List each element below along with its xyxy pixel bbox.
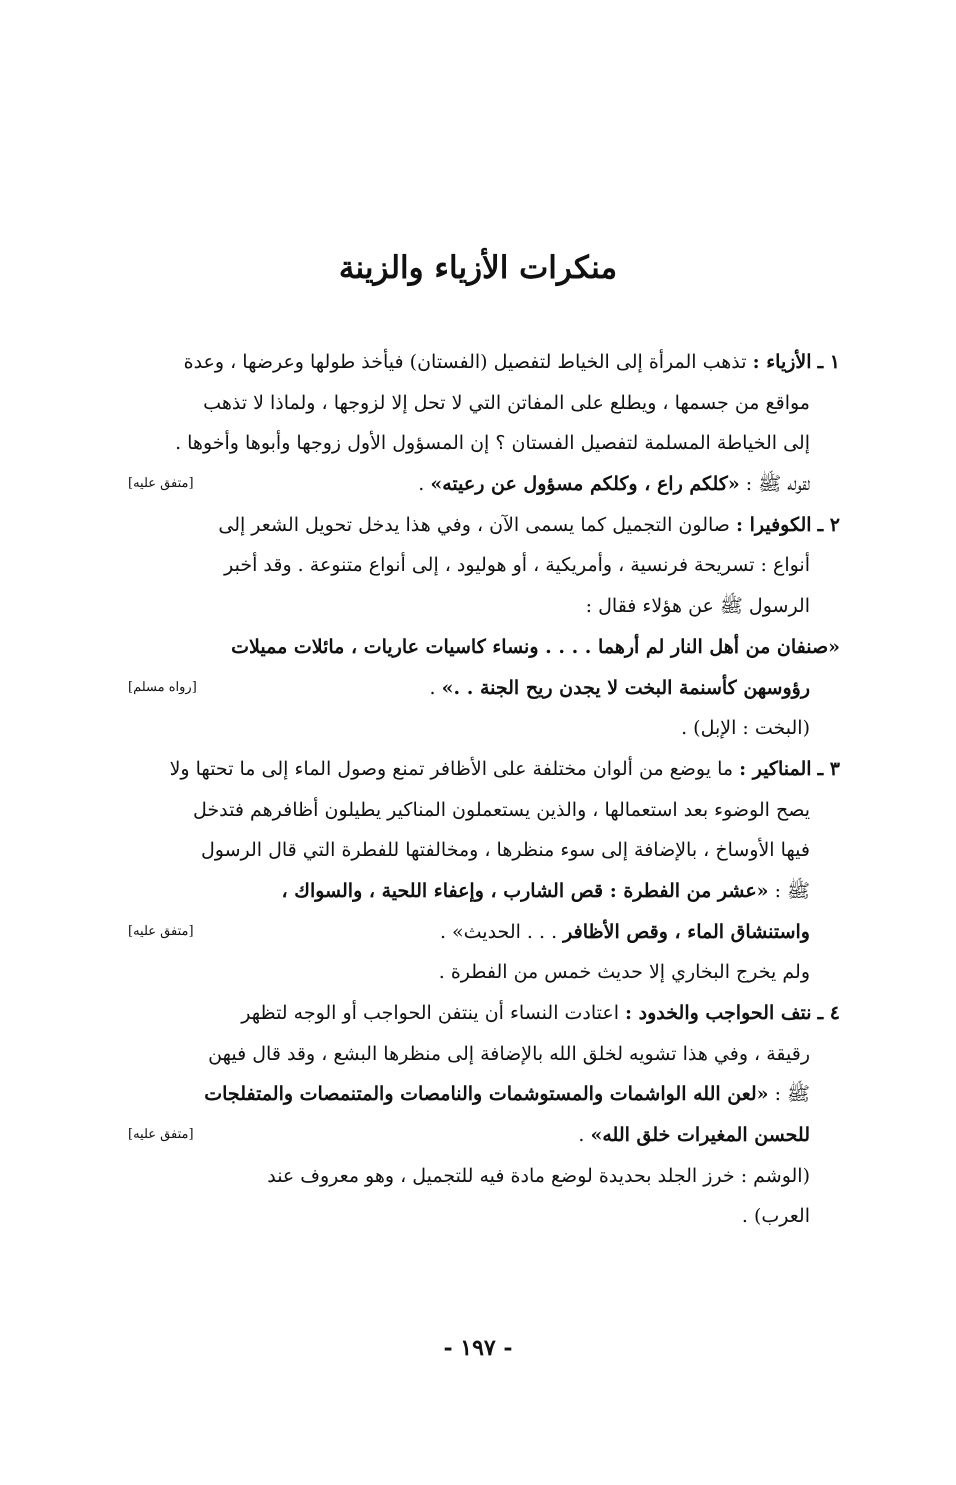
item-text: ما يوضع من ألوان مختلفة على الأظافر تمنع وصول الماء إلى ما تحتها ولا — [169, 757, 740, 780]
page-title: منكرات الأزياء والزينة — [338, 250, 618, 286]
item-2-note: (البخت : الإبل) . — [681, 717, 810, 740]
item-4-hadith-line-1 — [128, 1074, 840, 1115]
item-4-hadith-line-2 — [128, 1115, 840, 1156]
quote-end: . — [418, 473, 431, 496]
hadith-text: للحسن المغيرات خلق الله» — [590, 1124, 810, 1147]
hadith-text: «عشر من الفطرة : قص الشارب ، وإعفاء اللحية ، والسواك ، — [281, 879, 769, 902]
source-reference: [متفق عليه] — [128, 476, 194, 492]
item-3-line-3: فيها الأوساخ ، بالإضافة إلى سوء منظرها ، ومخالفتها للفطرة التي قال الرسول — [200, 839, 810, 862]
item-4-note-line-1: (الوشم : خرز الجلد بحديدة لوضع مادة فيه للتجميل ، وهو معروف عند — [267, 1164, 810, 1187]
source-reference: [متفق عليه] — [128, 923, 194, 939]
hadith-text: رؤوسهن كأسنمة البخت لا يجدن ريح الجنة . .» — [441, 676, 810, 699]
item-text: صالون التجميل كما يسمى الآن ، وفي هذا يدخل تحويل الشعر إلى — [218, 513, 736, 536]
source-reference: [متفق عليه] — [128, 1127, 194, 1143]
item-2-line-1 — [128, 505, 840, 546]
item-4-line-2: رقيقة ، وفي هذا تشويه لخلق الله بالإضافة إلى منظرها البشع ، وقد قال فيهن — [208, 1042, 810, 1065]
page-number: - ١٩٧ - — [443, 1335, 513, 1361]
source-reference: [رواه مسلم] — [128, 679, 197, 695]
item-text: اعتادت النساء أن ينتفن الحواجب أو الوجه لتظهر — [241, 1002, 626, 1024]
hadith-end: . — [578, 1124, 591, 1147]
quote-intro: ﷺ : — [768, 879, 810, 902]
item-3-hadith-line-1 — [128, 871, 840, 912]
item-2-hadith-line-1: «صنفان من أهل النار لم أرهما . . . . ونساء كاسيات عاريات ، مائلات مميلات — [231, 635, 840, 658]
item-4-note-line-2: العرب) . — [741, 1205, 810, 1228]
hadith-text: «لعن الله الواشمات والمستوشمات والنامصات والمتنمصات والمتفلجات — [204, 1083, 769, 1106]
item-3-line-2: يصح الوضوء بعد استعمالها ، والذين يستعملون المناكير يطيلون أظافرهم فتدخل — [193, 798, 810, 821]
item-1-line-1 — [128, 342, 840, 383]
item-number: ١ ـ — [817, 351, 840, 373]
hadith-text: واستنشاق الماء ، وقص الأظافر — [563, 920, 810, 943]
item-3-hadith-line-2 — [128, 912, 840, 953]
item-term: نتف الحواجب والخدود : — [625, 1002, 812, 1024]
item-number: ٢ ـ — [817, 513, 840, 536]
item-1-quote-line — [128, 464, 840, 505]
item-3-note: ولم يخرج البخاري إلا حديث خمس من الفطرة . — [438, 961, 810, 984]
item-term: المناكير : — [739, 757, 812, 780]
hadith-end: . . . الحديث» . — [439, 920, 564, 943]
item-1-line-3: إلى الخياطة المسلمة لتفصيل الفستان ؟ إن المسؤول الأول زوجها وأبوها وأخوها . — [175, 432, 810, 455]
item-term: الكوفيرا : — [735, 513, 812, 536]
hadith-text: «كلكم راع ، وكلكم مسؤول عن رعيته» — [430, 473, 740, 496]
item-4-line-1 — [128, 993, 840, 1034]
item-number: ٤ ـ — [817, 1002, 840, 1024]
hadith-end: . — [429, 676, 442, 699]
item-1-line-2: مواقع من جسمها ، ويطلع على المفاتن التي لا تحل إلا لزوجها ، ولماذا لا تذهب — [203, 391, 810, 414]
page-content — [128, 342, 840, 1237]
item-number: ٣ ـ — [817, 757, 840, 780]
item-2-hadith-line-2 — [128, 668, 840, 709]
quote-intro: لقوله ﷺ : — [739, 473, 810, 496]
item-text: تذهب المرأة إلى الخياط لتفصيل (الفستان) فيأخذ طولها وعرضها ، وعدة — [183, 351, 753, 373]
item-2-line-2: أنواع : تسريحة فرنسية ، وأمريكية ، أو هوليود ، إلى أنواع متنوعة . وقد أخبر — [224, 554, 810, 577]
item-2-line-3: الرسول ﷺ عن هؤلاء فقال : — [585, 595, 810, 618]
quote-intro: ﷺ : — [768, 1083, 810, 1106]
item-3-line-1 — [128, 749, 840, 790]
item-term: الأزياء : — [752, 351, 812, 373]
